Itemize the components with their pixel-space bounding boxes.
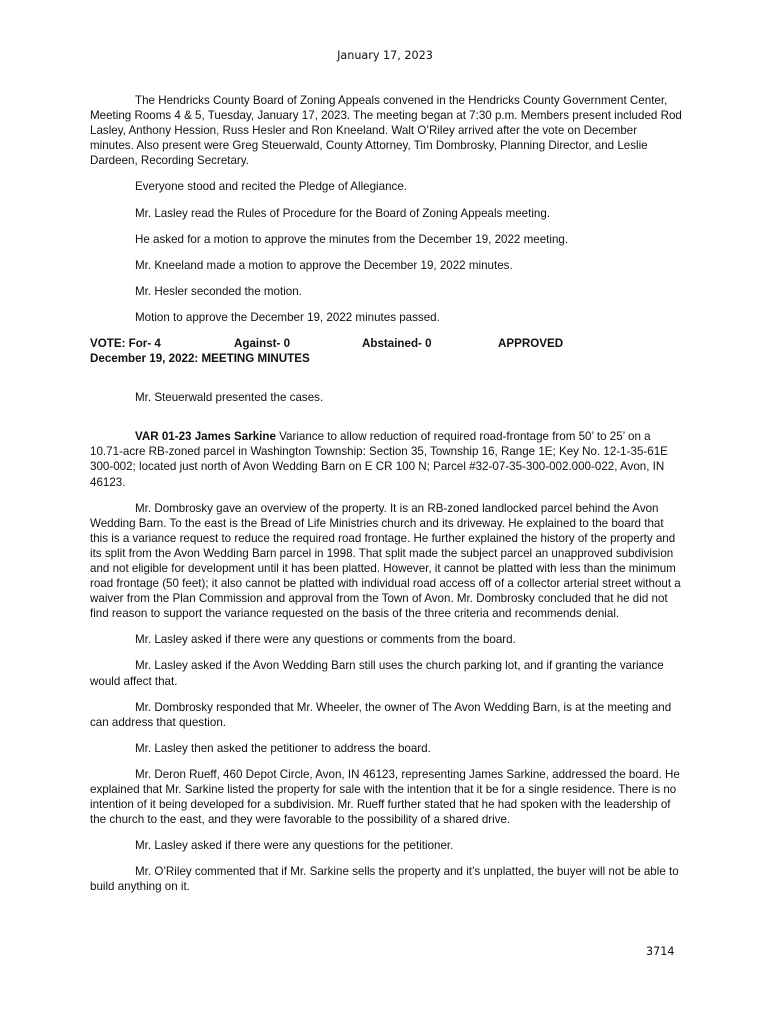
var-case-title: VAR 01-23 James Sarkine: [135, 430, 276, 444]
page-date-header: January 17, 2023: [337, 49, 433, 62]
motion-request-paragraph: He asked for a motion to approve the minutes from the December 19, 2022 meeting.: [135, 232, 569, 246]
dombrosky-overview-paragraph: Mr. Dombrosky gave an overview of the property. It is an RB-zoned landlocked parcel behind the Avon Wedding Barn. To the east is the Bread of Life Ministries church and its driveway. He explained to the board that this is a variance request to reduce the required road frontage. He further explained the history of the property and its split from the Avon Wedding Barn parcel in 1998. That split made the subject parcel an unapproved subdivision and not eligible for development until it has been platted. However, it cannot be platted with less than the minimum road frontage (50 feet); it also cannot be platted with individual road access off of a collector arterial street without a waiver from the Plan Commission and approval from the Town of Avon. Mr. Dombrosky concluded that he did not find reason to support the variance requested on the basis of the three criteria and recommends denial.: [90, 501, 681, 621]
minutes-body: [90, 93, 682, 895]
vote-subject: December 19, 2022: MEETING MINUTES: [90, 352, 310, 366]
dombrosky-wheeler-paragraph: Mr. Dombrosky responded that Mr. Wheeler, the owner of The Avon Wedding Barn, is at the meeting and can address that question.: [90, 700, 672, 729]
rules-paragraph: Mr. Lasley read the Rules of Procedure for the Board of Zoning Appeals meeting.: [135, 206, 551, 220]
vote-against: Against- 0: [234, 337, 291, 351]
vote-for: VOTE: For- 4: [90, 337, 161, 351]
vote-line: [90, 336, 682, 351]
hesler-second-paragraph: Mr. Hesler seconded the motion.: [135, 284, 302, 298]
lasley-questions-petitioner-paragraph: Mr. Lasley asked if there were any questions for the petitioner.: [135, 839, 454, 853]
pledge-paragraph: Everyone stood and recited the Pledge of Allegiance.: [135, 180, 407, 194]
lasley-petitioner-paragraph: Mr. Lasley then asked the petitioner to address the board.: [135, 741, 431, 755]
vote-abstained: Abstained- 0: [362, 337, 432, 351]
lasley-parking-paragraph: Mr. Lasley asked if the Avon Wedding Barn still uses the church parking lot, and if granting the variance would affect that.: [90, 659, 664, 688]
intro-paragraph: The Hendricks County Board of Zoning Appeals convened in the Hendricks County Government Center, Meeting Rooms 4 & 5, Tuesday, January 17, 2023. The meeting began at 7:30 p.m. Members present included Rod Lasley, Anthony Hession, Russ Hesler and Ron Kneeland. Walt O’Riley arrived after the vote on December minutes. Also present were Greg Steuerwald, County Attorney, Tim Dombrosky, Planning Director, and Leslie Dardeen, Recording Secretary.: [90, 94, 682, 168]
steuerwald-cases-paragraph: Mr. Steuerwald presented the cases.: [135, 391, 324, 405]
var-case-paragraph: [90, 429, 682, 489]
page-number: 3714: [646, 945, 675, 958]
lasley-questions-board-paragraph: Mr. Lasley asked if there were any questions or comments from the board.: [135, 633, 516, 647]
vote-result: APPROVED: [498, 337, 564, 351]
oriley-comment-paragraph: Mr. O’Riley commented that if Mr. Sarkine sells the property and it’s unplatted, the buyer will not be able to build anything on it.: [90, 865, 679, 894]
kneeland-motion-paragraph: Mr. Kneeland made a motion to approve the December 19, 2022 minutes.: [135, 258, 513, 272]
rueff-address-paragraph: Mr. Deron Rueff, 460 Depot Circle, Avon, IN 46123, representing James Sarkine, addressed the board. He explained that Mr. Sarkine listed the property for sale with the intention that it be for a single residence. There is no intention of it being developed for a subdivision. Mr. Rueff further stated that he had spoken with the leadership of the church to the east, and they were favorable to the possibility of a shared drive.: [90, 767, 680, 827]
motion-passed-paragraph: Motion to approve the December 19, 2022 minutes passed.: [135, 310, 440, 324]
var-case-description: Variance to allow reduction of required road-frontage from 50’ to 25’ on a 10.71-acre RB-zoned parcel in Washington Township: Section 35, Township 16, Range 1E; Key No. 12-1-35-61E 300-002; located just north of Avon Wedding Barn on E CR 100 N; Parcel #32-07-35-300-002.000-022, Avon, IN 46123.: [90, 430, 668, 489]
